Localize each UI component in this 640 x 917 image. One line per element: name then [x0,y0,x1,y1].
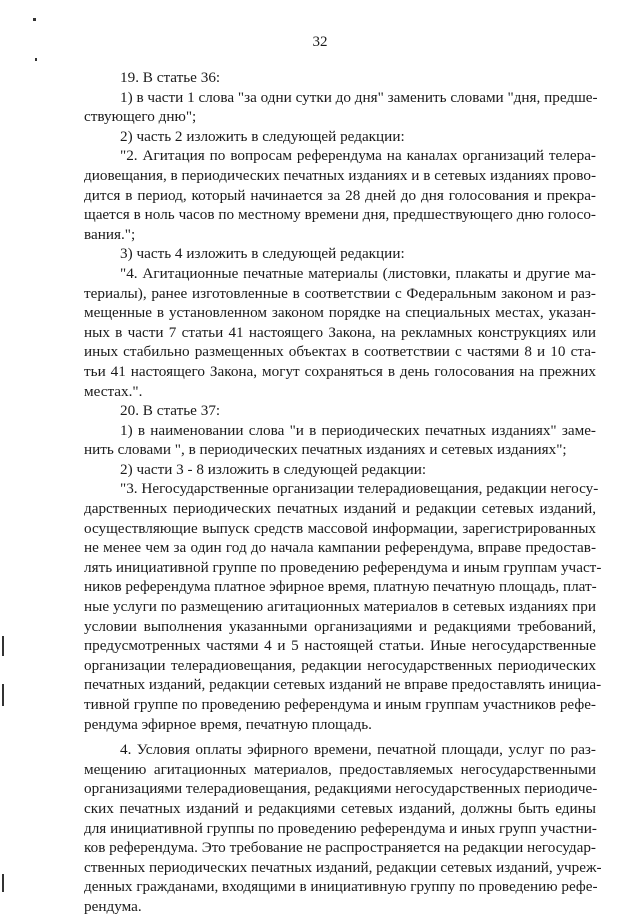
text-line: осуществляющие выпуск средств массовой информации, зарегистрированных [84,519,596,537]
text-line: 20. В статье 37: [120,402,221,420]
scan-mark [2,636,4,656]
text-line: щается в ноль часов по местному времени дня, предшествующего дню голосо- [84,206,596,224]
text-line: ственных периодических печатных изданий, редакции сетевых изданий, учреж- [84,858,602,876]
text-line: 2) часть 2 изложить в следующей редакции: [120,127,405,145]
text-line: ных в части 7 статьи 41 настоящего Закона, на рекламных конструкциях или [84,323,596,341]
document-body [84,68,602,917]
text-line: не менее чем за один год до начала кампании референдума, вправе предостав- [84,539,596,557]
scan-mark [2,874,4,892]
text-line: ских печатных изданий и редакциями сетевых изданий, должны быть едины [84,799,596,817]
text-line: тьи 41 настоящего Закона, могут сохраняться в день голосования на прежних [84,362,596,380]
text-line: лять инициативной группе по проведению референдума и иным группам участ- [84,558,602,576]
text-line: териалы), ранее изготовленные в соответствии с Федеральным законом и раз- [84,284,596,302]
text-line: 19. В статье 36: [120,69,221,86]
text-line: иных стабильно размещенных объектах в соответствии с частями 8 и 10 ста- [84,343,596,361]
text-line: организации телерадиовещания, редакции негосударственных периодических [84,656,596,674]
text-line: печатных изданий, редакции сетевых изданий не вправе предоставлять инициа- [84,676,602,694]
page-number: 32 [312,34,328,50]
text-line: организациями телерадиовещания, редакциями негосударственных периодиче- [84,780,598,798]
text-line: "3. Негосударственные организации телерадиовещания, редакции негосу- [120,480,599,498]
text-line: "4. Агитационные печатные материалы (листовки, плакаты и другие ма- [120,264,596,282]
text-line: 4. Условия оплаты эфирного времени, печатной площади, услуг по раз- [120,741,596,759]
text-line: предусмотренных частями 4 и 5 настоящей статьи. Иные негосударственные [84,637,596,655]
text-line: диовещания, в периодических печатных изданиях и в сетевых изданиях прово- [84,166,596,184]
scan-mark [35,58,37,61]
text-line: 1) в наименовании слова "и в периодических печатных изданиях" заме- [120,421,596,439]
text-line: дарственных периодических печатных изданий и редакции сетевых изданий, [84,500,596,518]
text-line: денных гражданами, входящими в инициативную группу по проведению рефе- [84,878,598,896]
text-line: дится в период, который начинается за 28 дней до дня голосования и прекра- [84,186,596,204]
text-line: ные услуги по размещению агитационных материалов в сетевых изданиях при [84,598,596,616]
text-line: ников референдума платное эфирное время, платную печатную площадь, плат- [84,578,597,596]
text-line: ствующего дню"; [84,108,197,126]
text-line: тивной группе по проведению референдума и иным группам участников рефе- [84,696,596,713]
text-line: 3) часть 4 изложить в следующей редакции: [120,245,405,263]
text-line: ков референдума. Это требование не распространяется на редакции негосудар- [84,839,596,857]
text-line: мещенные в установленном законом порядке на специальных местах, указан- [84,304,596,322]
text-line: условии выполнения указанными организациями и редакциями требований, [84,617,596,635]
text-line: рендума эфирное время, печатную площадь. [84,715,372,733]
scan-mark [2,684,4,706]
text-line: рендума. [84,897,142,915]
text-line: 2) части 3 - 8 изложить в следующей редакции: [120,460,427,478]
scan-mark [33,18,36,21]
text-line: для инициативной группы по проведению референдума и иных групп участни- [84,819,597,837]
text-line: вания."; [84,225,136,243]
text-line: нить словами ", в периодических печатных изданиях и сетевых изданиях"; [84,441,567,459]
text-line: 1) в части 1 слова "за одни сутки до дня" заменить словами "дня, предше- [120,88,598,106]
text-line: местах.". [84,382,143,400]
text-line: "2. Агитация по вопросам референдума на каналах организаций телера- [120,147,596,165]
text-line: мещению агитационных материалов, предоставляемых негосударственными [84,760,596,778]
